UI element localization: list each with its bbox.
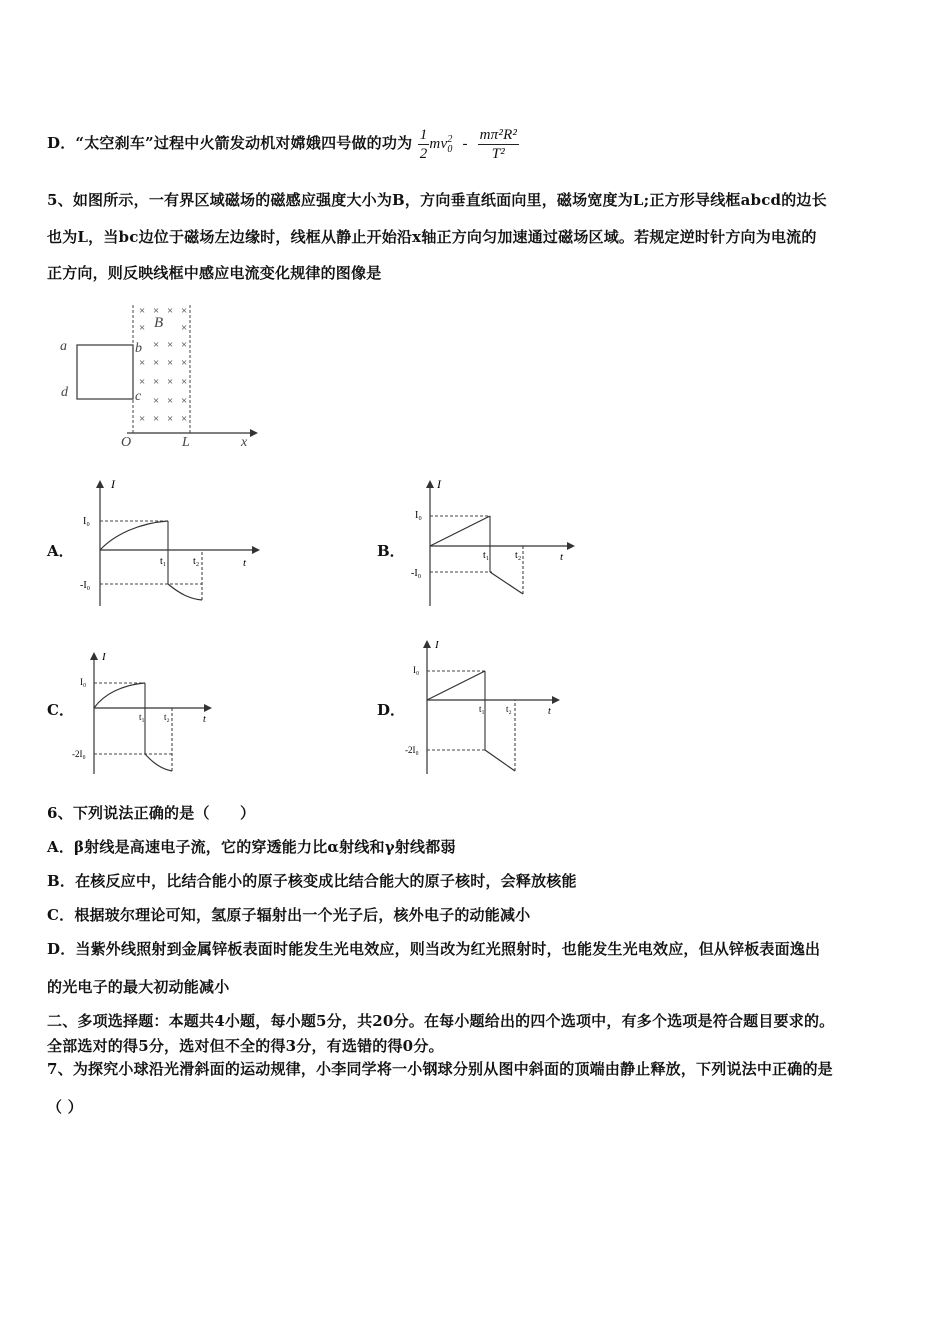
option-b-label: B．: [377, 542, 405, 560]
field-cross: ×: [153, 413, 160, 425]
field-cross: ×: [153, 395, 160, 407]
graph-c-t2: t₂: [164, 712, 170, 722]
graph-a-axis-I: I: [111, 477, 115, 491]
field-cross: ×: [139, 322, 146, 334]
q5-stem-line3: 正方向，则反映线框中感应电流变化规律的图像是: [47, 264, 382, 282]
minus-sign: -: [462, 135, 468, 152]
q6-option-a: A．β射线是高速电子流，它的穿透能力比α射线和γ射线都弱: [47, 838, 456, 856]
q7-stem-line1: 7、为探究小球沿光滑斜面的运动规律，小李同学将一小钢球分别从图中斜面的顶端由静止释放，下列说法中正确的是: [47, 1060, 833, 1078]
field-cross: ×: [167, 395, 174, 407]
frac1-numerator: 1: [419, 127, 428, 143]
field-cross: ×: [167, 357, 174, 369]
graph-d-axis-I: I: [435, 639, 439, 651]
work-formula: [418, 127, 519, 162]
section2-line1: 二、多项选择题：本题共4小题，每小题5分，共20分。在每小题给出的四个选项中，有多个选项是符合题目要求的。: [47, 1012, 835, 1030]
field-cross: ×: [167, 376, 174, 388]
graph-a-pos: I₀: [83, 516, 90, 527]
frac2-numerator: mπ²R²: [479, 127, 518, 143]
fraction-m-pi-r: [478, 126, 520, 163]
graph-a-t2: t₂: [193, 556, 200, 567]
field-cross: ×: [167, 339, 174, 351]
graph-a-axis-t: t: [243, 557, 247, 569]
field-cross: ×: [153, 357, 160, 369]
field-cross: ×: [139, 357, 146, 369]
graph-a-t1: t₁: [160, 556, 167, 567]
graph-b-t1: t₁: [483, 550, 490, 561]
q6-option-d-line1: D．当紫外线照射到金属锌板表面时能发生光电效应，则当改为红光照射时，也能发生光电效应，但从锌板表面逸出: [47, 940, 821, 958]
q6-option-c: C．根据玻尔理论可知，氢原子辐射出一个光子后，核外电子的动能减小: [47, 906, 531, 924]
field-cross: ×: [139, 413, 146, 425]
field-cross: ×: [181, 395, 188, 407]
field-cross: ×: [181, 357, 188, 369]
label-L: L: [182, 435, 190, 450]
q5-stem-line2: 也为L，当bc边位于磁场左边缘时，线框从静止开始沿x轴正方向匀加速通过磁场区域。若规定逆时针方向为电流的: [47, 228, 817, 246]
field-cross: ×: [167, 305, 174, 317]
label-c: c: [135, 389, 142, 404]
label-x: x: [241, 435, 248, 450]
option-d-label: D．: [377, 701, 406, 719]
field-cross: ×: [153, 339, 160, 351]
label-b: b: [135, 341, 142, 356]
q6-option-d-line2: 的光电子的最大初动能减小: [47, 978, 230, 996]
field-cross: ×: [139, 305, 146, 317]
option-a-label: A．: [47, 542, 74, 560]
mv-subscript: 0: [447, 143, 453, 155]
graph-d: [405, 636, 575, 776]
label-d: d: [61, 385, 68, 400]
field-cross: ×: [181, 339, 188, 351]
frac1-denominator: 2: [419, 146, 428, 162]
graph-d-t2: t₂: [506, 704, 512, 714]
field-cross: ×: [167, 413, 174, 425]
graph-c-t1: t₁: [139, 712, 145, 722]
graph-a: [80, 476, 270, 611]
graph-c-axis-t: t: [203, 714, 206, 725]
field-cross: ×: [181, 413, 188, 425]
graph-b-pos: I₀: [415, 510, 422, 521]
q6-stem: 6、下列说法正确的是（ ）: [47, 804, 256, 822]
q5-stem-line1: 5、如图所示，一有界区域磁场的磁感应强度大小为B，方向垂直纸面向里，磁场宽度为L;正方形导线框abcd的边长: [47, 191, 827, 209]
option-c-label: C．: [47, 701, 74, 719]
graph-c-neg: -2I₀: [72, 749, 86, 759]
frac2-denominator: T²: [491, 146, 505, 162]
section2-line2: 全部选对的得5分，选对但不全的得3分，有选错的得0分。: [47, 1037, 444, 1055]
magnetic-field-figure: [55, 300, 265, 450]
q4-option-d: [47, 126, 519, 163]
label-a: a: [60, 339, 67, 354]
graph-b-t2: t₂: [515, 550, 522, 561]
mv-term: mv: [429, 135, 448, 152]
field-cross: ×: [139, 376, 146, 388]
field-cross: ×: [181, 322, 188, 334]
field-cross: ×: [153, 376, 160, 388]
graph-d-pos: I₀: [413, 665, 420, 675]
graph-b-neg: -I₀: [411, 568, 422, 579]
graph-b: [410, 476, 590, 611]
field-cross: ×: [181, 376, 188, 388]
graph-c: [72, 646, 222, 776]
q7-stem-line2: （ ）: [47, 1098, 83, 1116]
field-cross: ×: [181, 305, 188, 317]
graph-c-pos: I₀: [80, 677, 87, 687]
field-cross: ×: [153, 305, 160, 317]
graph-d-axis-t: t: [548, 706, 551, 717]
graph-c-axis-I: I: [102, 651, 106, 663]
graph-d-neg: -2I₀: [405, 745, 419, 755]
q4-option-d-text: D．“太空刹车”过程中火箭发动机对嫦娥四号做的功为: [47, 133, 413, 152]
label-O: O: [121, 435, 132, 450]
label-B: B: [154, 315, 164, 331]
graph-b-axis-I: I: [437, 477, 441, 491]
mv-superscript: 2: [447, 133, 453, 145]
q6-option-b: B．在核反应中，比结合能小的原子核变成比结合能大的原子核时，会释放核能: [47, 872, 577, 890]
graph-a-neg: -I₀: [80, 580, 91, 591]
graph-b-axis-t: t: [560, 551, 564, 563]
graph-d-t1: t₁: [479, 704, 485, 714]
fraction-one-half: [418, 126, 430, 163]
